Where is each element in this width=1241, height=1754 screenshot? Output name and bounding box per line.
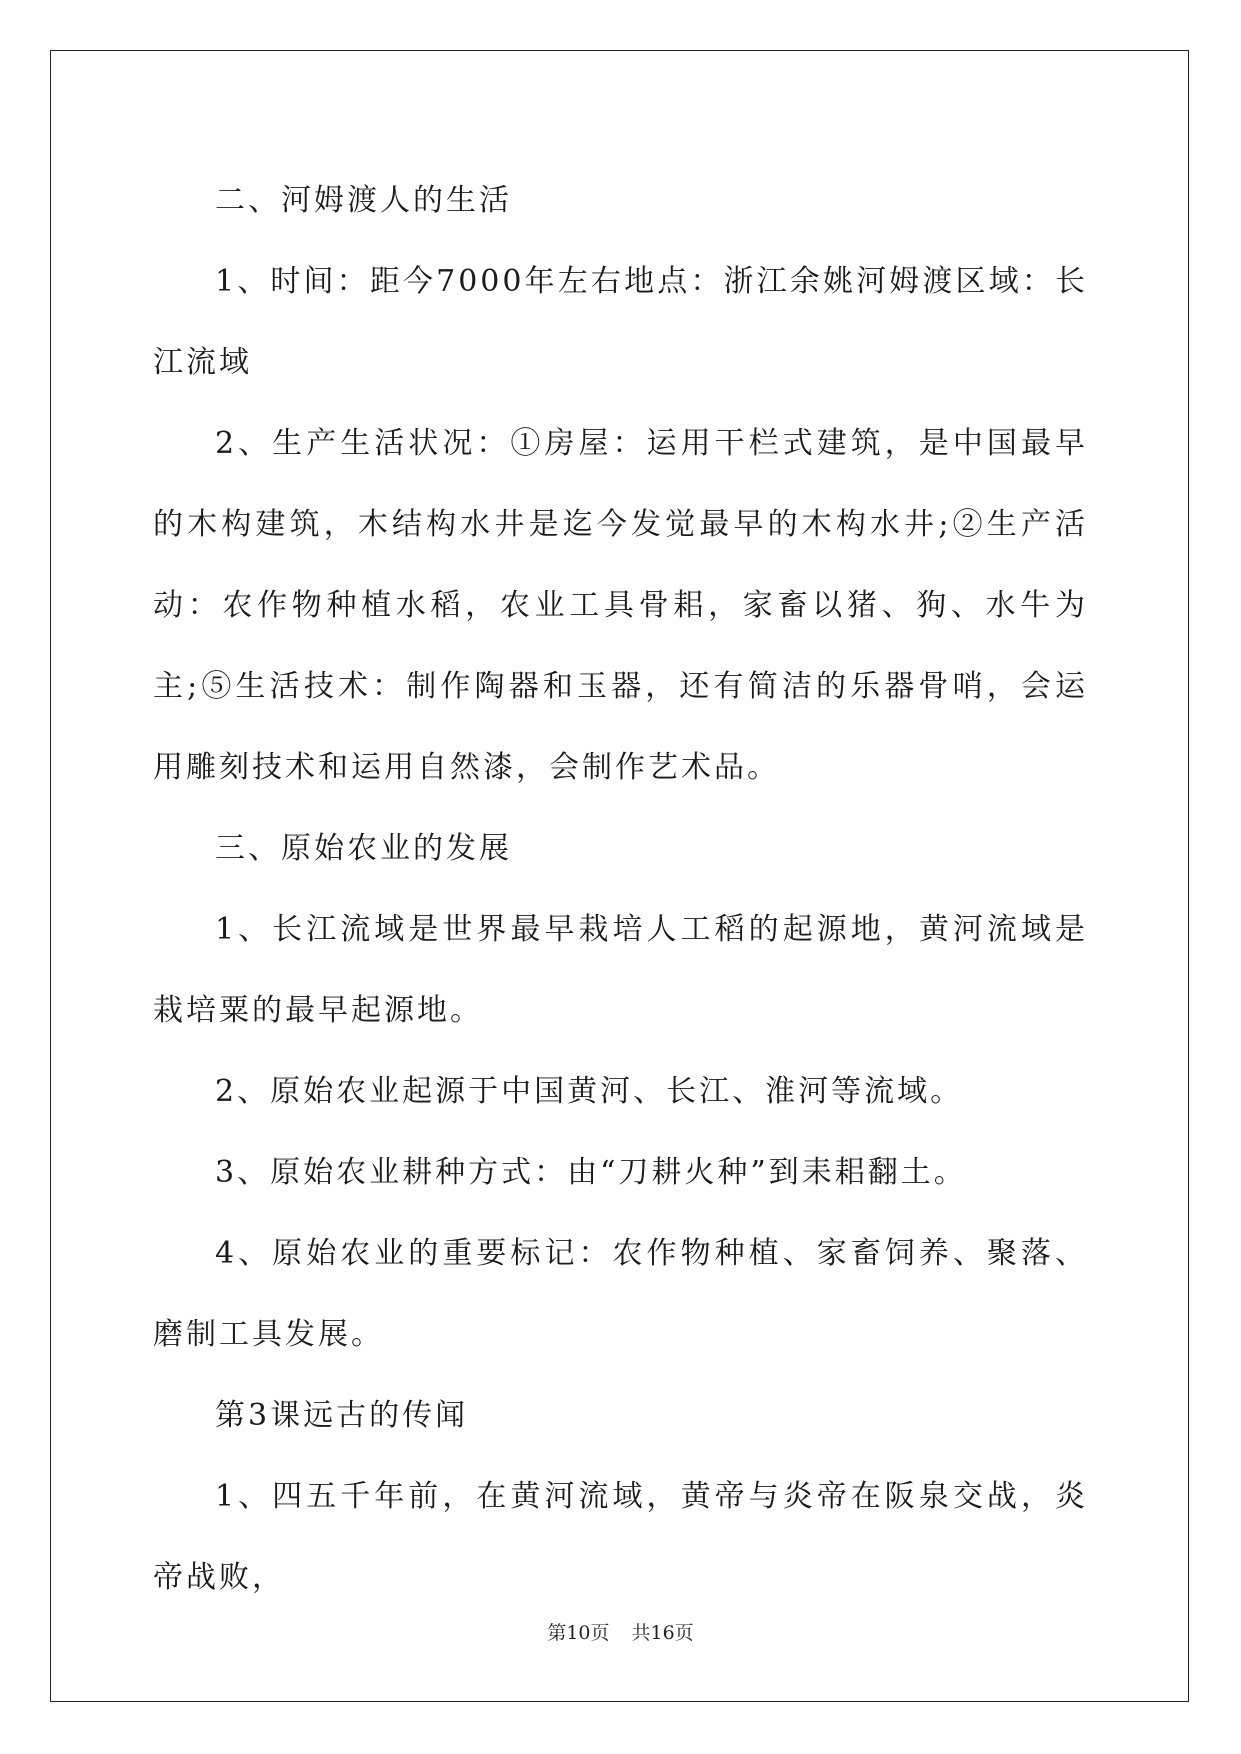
section-heading-hemudu: 二、河姆渡人的生活: [215, 183, 512, 218]
page-total: 共16页: [631, 1622, 694, 1644]
paragraph-agriculture-rivers: 2、原始农业起源于中国黄河、长江、淮河等流域。: [215, 1074, 964, 1109]
paragraph-farming-methods: 3、原始农业耕种方式：由“刀耕火种”到耒耜翻土。: [215, 1155, 967, 1190]
page-number: 第10页: [547, 1622, 610, 1644]
section-heading-agriculture: 三、原始农业的发展: [215, 831, 512, 866]
paragraph-origin-rice-millet: 1、长江流域是世界最早栽培人工稻的起源地，黄河流域是栽培粟的最早起源地。: [153, 912, 1088, 1028]
paragraph-agriculture-markers: 4、原始农业的重要标记：农作物种植、家畜饲养、聚落、磨制工具发展。: [153, 1236, 1088, 1352]
document-body: [153, 160, 1088, 1618]
paragraph-time-location: 1、时间：距今7000年左右地点：浙江余姚河姆渡区域：长江流域: [153, 264, 1088, 380]
paragraph-legend: 1、四五千年前，在黄河流域，黄帝与炎帝在阪泉交战，炎帝战败，: [153, 1479, 1088, 1595]
lesson-heading: 第3课远古的传闻: [215, 1398, 469, 1433]
page-footer: [0, 1618, 1241, 1645]
paragraph-living-conditions: 2、生产生活状况：①房屋：运用干栏式建筑，是中国最早的木构建筑，木结构水井是迄今发觉最早的木构水井;②生产活动：农作物种植水稻，农业工具骨耜，家畜以猪、狗、水牛为主;⑤生活技术：制作陶器和玉器，还有简洁的乐器骨哨，会运用雕刻技术和运用自然漆，会制作艺术品。: [153, 426, 1088, 785]
